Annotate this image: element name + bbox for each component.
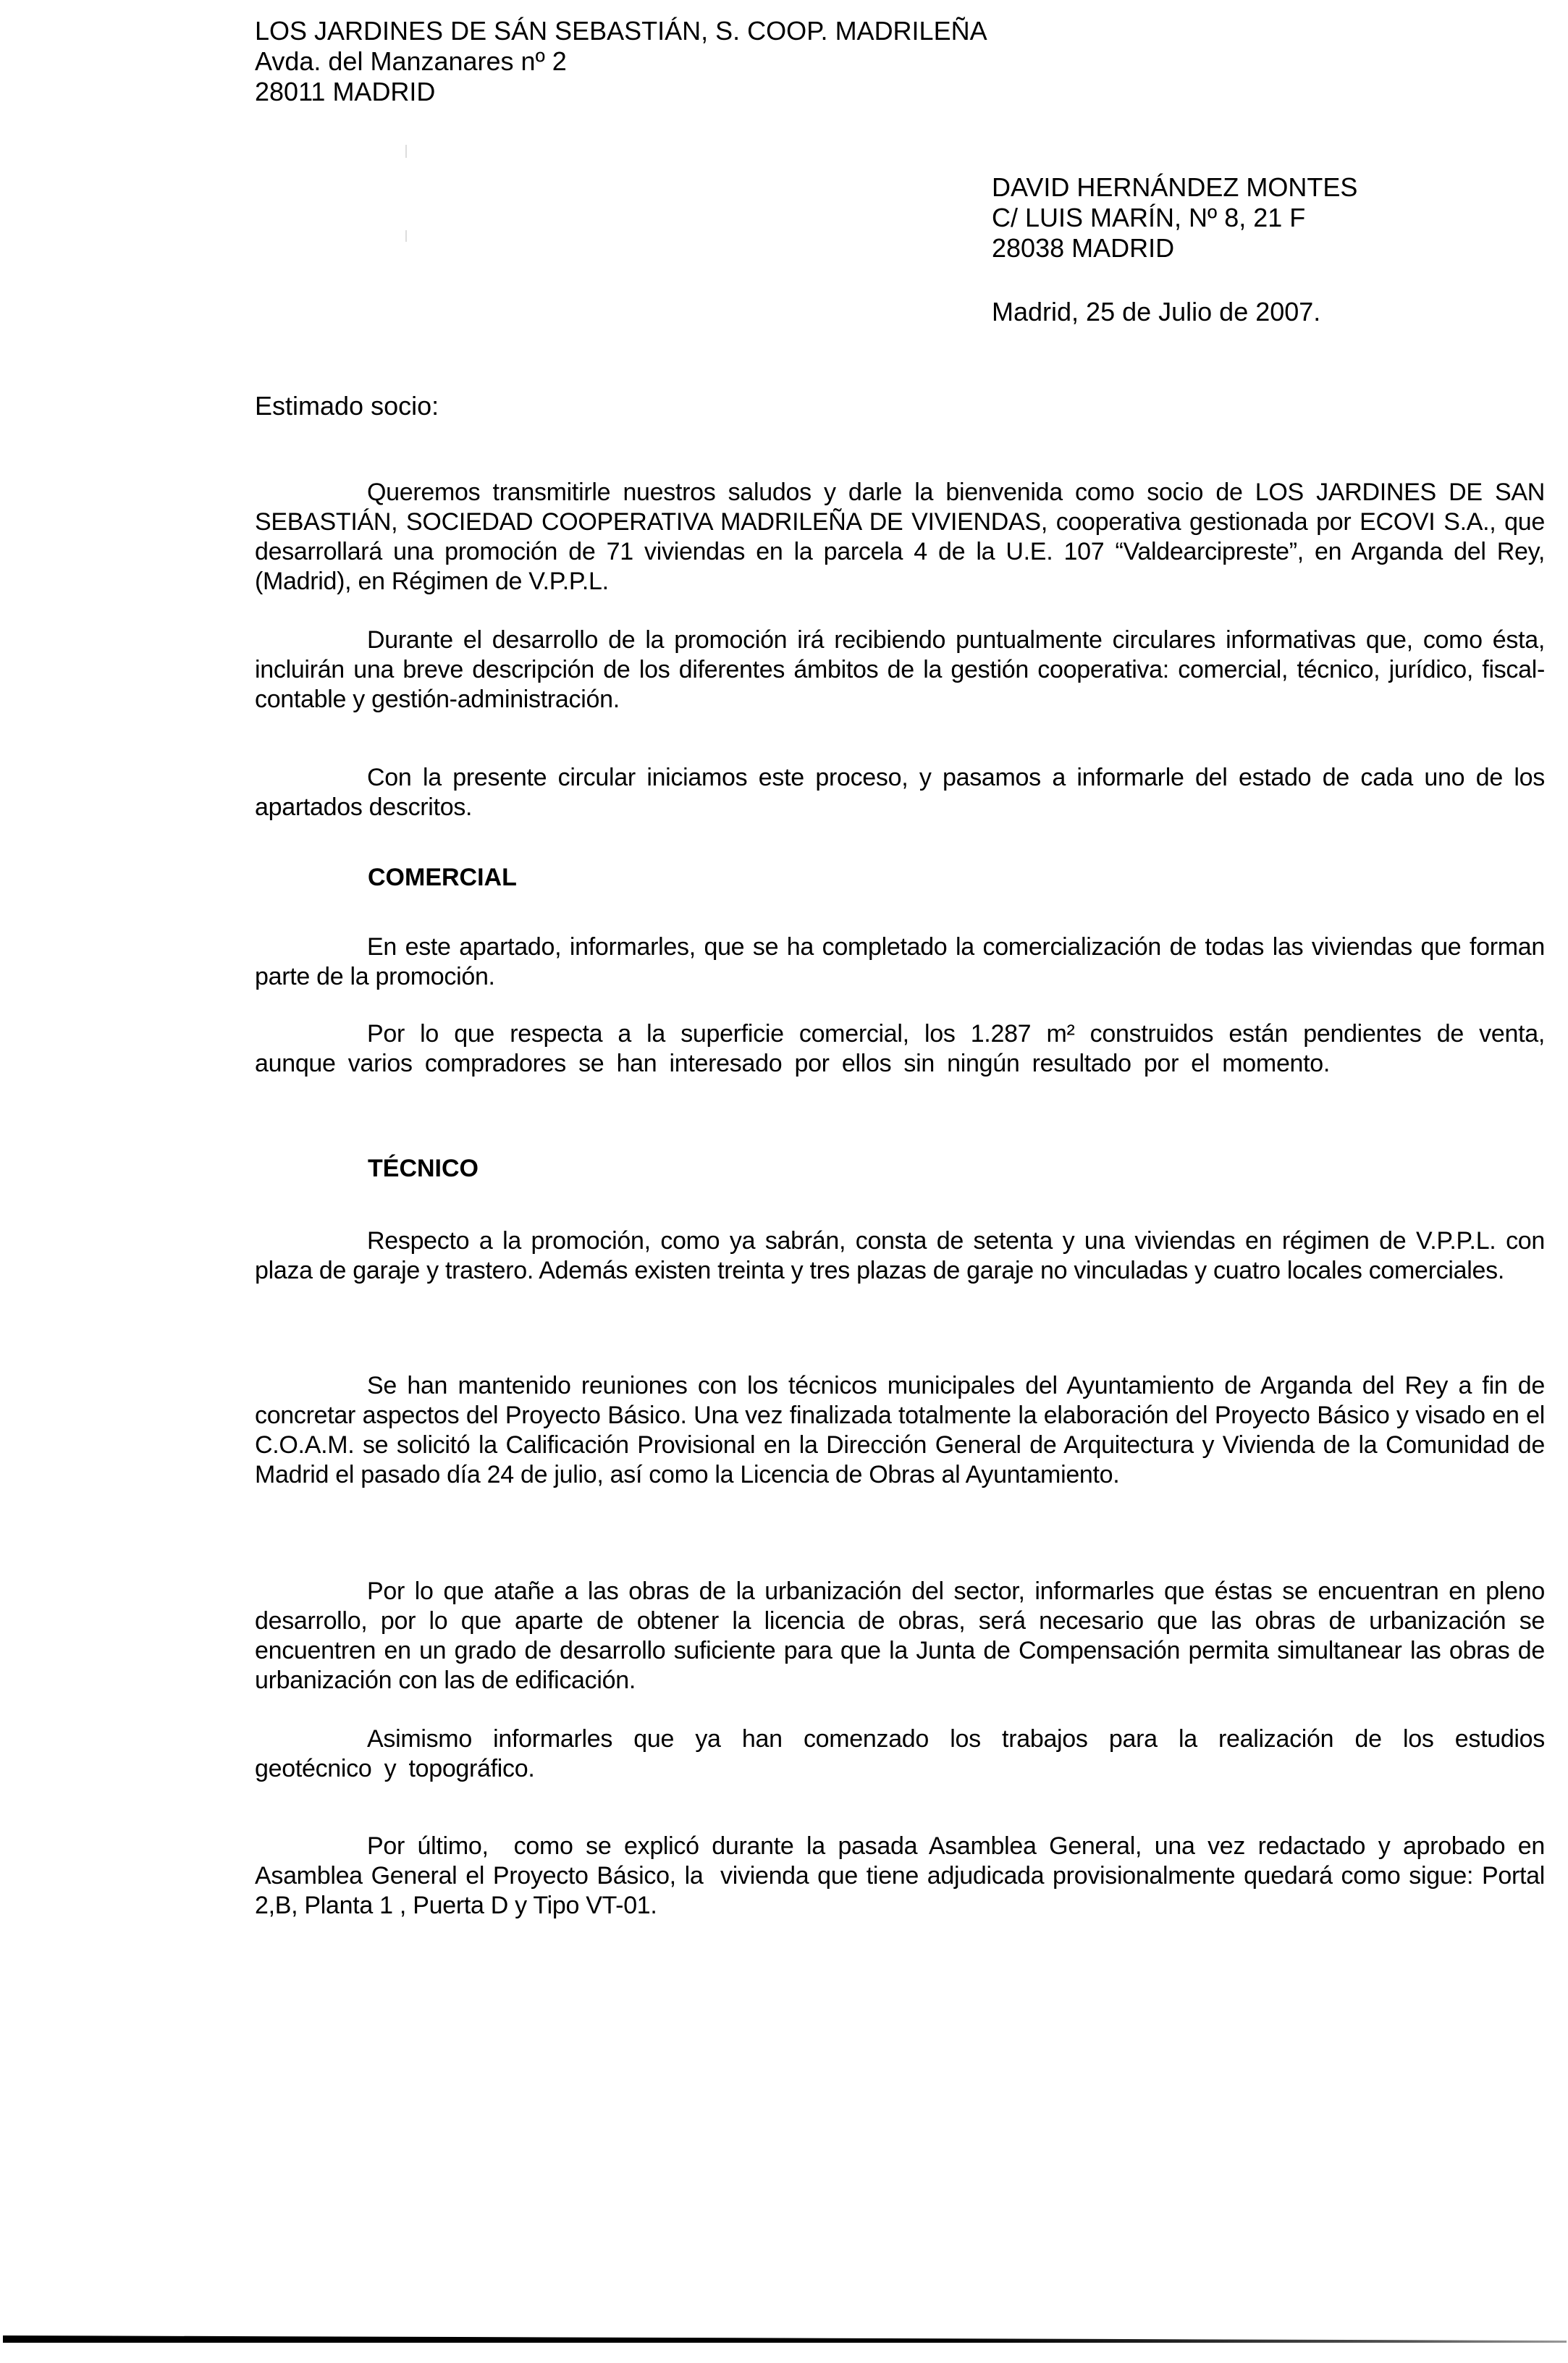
sender-city: 28011 MADRID [255,77,436,106]
paragraph-tecnico-meetings: Se han mantenido reuniones con los técnicos municipales del Ayuntamiento de Arganda del Rey a fin de concretar aspectos del Proyecto Básico. Una vez finalizada totalmente la elaboración del Proyecto Básico y visado en el C.O.A.M. se solicitó la Calificación Provisional en la Dirección General de Arquitectura y Vivienda de la Comunidad de Madrid el pasado día 24 de julio, así como la Licencia de Obras al Ayuntamiento. [255,1372,1545,1488]
recipient-block [992,172,1357,264]
paragraph-tecnico-studies: Asimismo informarles que ya han comenzado los trabajos para la realización de los estudios geotécnico y topográfico. [255,1725,1545,1782]
salutation: Estimado socio: [255,391,439,421]
section-heading-tecnico: TÉCNICO [368,1155,479,1182]
recipient-name: DAVID HERNÁNDEZ MONTES [992,172,1358,202]
letter-date: Madrid, 25 de Julio de 2007. [992,297,1321,327]
scan-artifact [405,145,407,158]
paragraph-start: Con la presente circular iniciamos este proceso, y pasamos a informarle del estado de cada uno de los apartados descritos. [255,764,1545,821]
paragraph-tecnico-urbanization: Por lo que atañe a las obras de la urbanización del sector, informarles que éstas se encuentran en pleno desarrollo, por lo que aparte de obtener la licencia de obras, será necesario que las obras de urbanización se encuentren en un grado de desarrollo suficiente para que la Junta de Compensación permita simultanear las obras de urbanización con las de edificación. [255,1578,1545,1694]
scan-artifact [405,230,407,242]
sender-name: LOS JARDINES DE SÁN SEBASTIÁN, S. COOP. MADRILEÑA [255,16,987,46]
footer-rule [3,2335,1567,2343]
section-heading-comercial: COMERCIAL [368,864,517,891]
paragraph-tecnico-assignment: Por último, como se explicó durante la pasada Asamblea General, una vez redactado y aprobado en Asamblea General el Proyecto Básico, la vivienda que tiene adjudicada provisionalmente quedará como sigue: Portal 2,B, Planta 1 , Puerta D y Tipo VT-01. [255,1832,1552,1919]
sender-block [255,16,987,107]
paragraph-circulars: Durante el desarrollo de la promoción irá recibiendo puntualmente circulares informativas que, como ésta, incluirán una breve descripción de los diferentes ámbitos de la gestión cooperativa: comercial, técnico, jurídico, fiscal-contable y gestión-administración. [255,626,1545,713]
paragraph-intro: Queremos transmitirle nuestros saludos y darle la bienvenida como socio de LOS JARDINES DE SAN SEBASTIÁN, SOCIEDAD COOPERATIVA MADRILEÑA DE VIVIENDAS, cooperativa gestionada por ECOVI S.A., que desarrollará una promoción de 71 viviendas en la parcela 4 de la U.E. 107 “Valdearcipreste”, en Arganda del Rey, (Madrid), en Régimen de V.P.P.L. [255,479,1545,595]
paragraph-comercial-sales: En este apartado, informarles, que se ha completado la comercialización de todas las viviendas que forman parte de la promoción. [255,933,1545,990]
paragraph-comercial-surface: Por lo que respecta a la superficie comercial, los 1.287 m² construidos están pendientes de venta, aunque varios compradores se han interesado por ellos sin ningún resultado por el momento. [255,1020,1545,1077]
recipient-city: 28038 MADRID [992,233,1175,263]
recipient-address: C/ LUIS MARÍN, Nº 8, 21 F [992,203,1306,232]
paragraph-tecnico-promotion: Respecto a la promoción, como ya sabrán, consta de setenta y una viviendas en régimen de V.P.P.L. con plaza de garaje y trastero. Además existen treinta y tres plazas de garaje no vinculadas y cuatro locales comerciales. [255,1227,1545,1284]
sender-address: Avda. del Manzanares nº 2 [255,46,567,76]
